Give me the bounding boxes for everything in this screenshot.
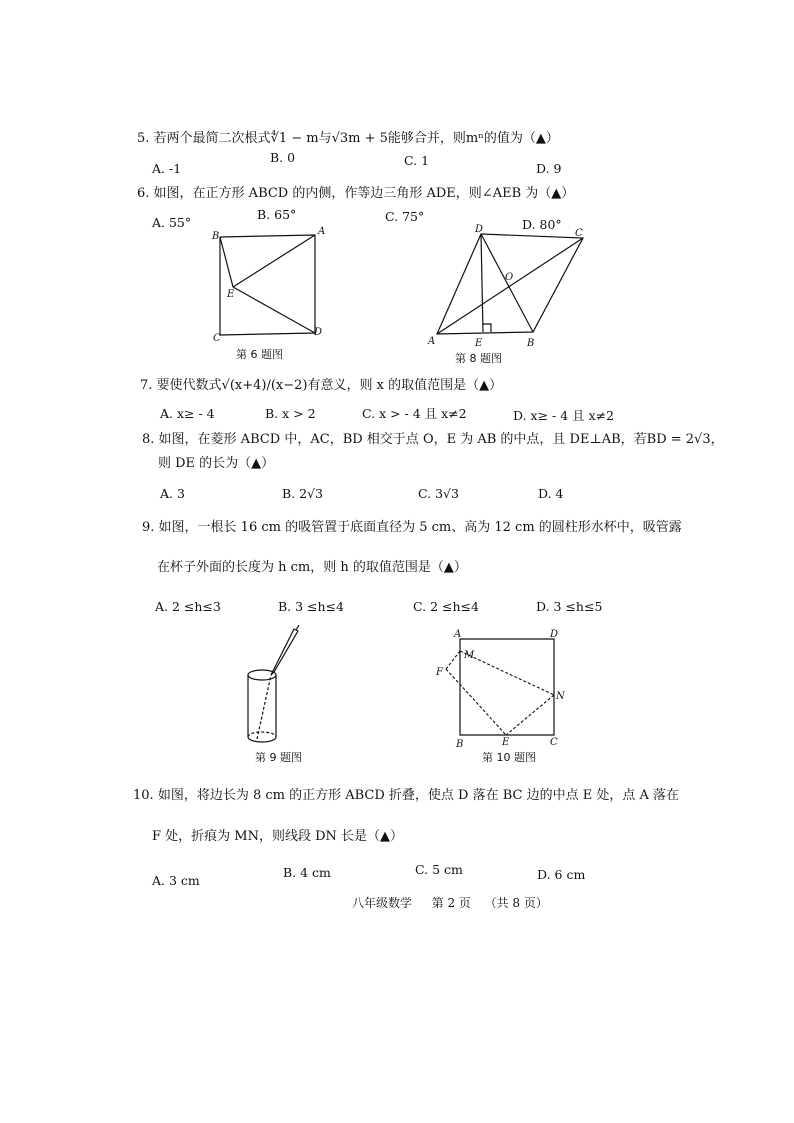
fig6-label-c: C <box>213 333 221 344</box>
q5-option-c: C. 1 <box>404 153 430 168</box>
fig6-label-a: A <box>318 226 326 237</box>
q10-option-b: B. 4 cm <box>283 865 331 880</box>
figure-6 <box>205 225 340 350</box>
fig6-label-b: B <box>212 231 220 242</box>
fig10-label-n: N <box>556 691 565 702</box>
figure-9 <box>240 625 310 747</box>
fig10-label-a: A <box>454 629 462 640</box>
page-footer <box>352 896 548 910</box>
q8-option-d: D. 4 <box>538 486 564 501</box>
q9-option-b: B. 3 ≤h≤4 <box>278 599 345 614</box>
q10-option-d: D. 6 cm <box>537 867 586 882</box>
fig8-label-d: D <box>475 224 484 235</box>
fig10-label-e: E <box>502 737 510 748</box>
question-9-stem: 9. 如图，一根长 16 cm 的吸管置于底面直径为 5 cm、高为 12 cm 的圆柱形水杯中，吸管露 <box>142 520 682 535</box>
figure-10 <box>430 625 565 750</box>
fig10-label-m: M <box>464 650 475 661</box>
fig10-label-f: F <box>436 667 443 678</box>
figure-8 <box>425 222 595 350</box>
q7-option-b: B. x > 2 <box>265 406 316 421</box>
question-10-stem-line2: F 处，折痕为 MN，则线段 DN 长是（▲） <box>152 829 404 844</box>
question-5-stem: 5. 若两个最简二次根式∜1 − m与√3m + 5能够合并，则mⁿ的值为（▲） <box>137 131 559 146</box>
q6-option-a: A. 55° <box>152 215 192 230</box>
q5-option-b: B. 0 <box>270 150 296 165</box>
q5-option-a: A. -1 <box>152 161 182 176</box>
footer-subject: 八年级数学 <box>352 896 413 910</box>
figure-9-caption: 第 9 题图 <box>255 751 302 764</box>
q7-option-c: C. x > - 4 且 x≠2 <box>362 406 467 421</box>
question-8-stem-line2: 则 DE 的长为（▲） <box>158 456 275 471</box>
fig10-label-c: C <box>550 737 558 748</box>
question-10-stem: 10. 如图，将边长为 8 cm 的正方形 ABCD 折叠，使点 D 落在 BC 边的中点 E 处，点 A 落在 <box>133 788 680 803</box>
q8-option-b: B. 2√3 <box>282 486 324 501</box>
fig8-label-b: B <box>527 338 535 349</box>
fig8-label-o: O <box>505 272 514 283</box>
q7-option-d: D. x≥ - 4 且 x≠2 <box>513 408 615 423</box>
footer-total: （共 8 页） <box>484 896 548 910</box>
q5-option-d: D. 9 <box>536 161 562 176</box>
fig8-label-c: C <box>575 228 583 239</box>
question-9-stem-line2: 在杯子外面的长度为 h cm，则 h 的取值范围是（▲） <box>157 560 467 575</box>
q6-option-c: C. 75° <box>385 209 425 224</box>
q10-option-c: C. 5 cm <box>415 862 463 877</box>
fig10-label-d: D <box>550 629 559 640</box>
q8-option-c: C. 3√3 <box>418 486 459 501</box>
figure-8-caption: 第 8 题图 <box>455 352 502 365</box>
q9-option-c: C. 2 ≤h≤4 <box>413 599 479 614</box>
q9-option-a: A. 2 ≤h≤3 <box>155 599 221 614</box>
question-8-stem: 8. 如图，在菱形 ABCD 中，AC，BD 相交于点 O，E 为 AB 的中点，且 DE⊥AB，若BD = 2√3， <box>142 432 724 447</box>
fig6-label-e: E <box>227 289 235 300</box>
q7-option-a: A. x≥ - 4 <box>160 406 215 421</box>
q6-option-b: B. 65° <box>257 207 297 222</box>
fig6-label-d: D <box>314 327 323 338</box>
question-6-stem: 6. 如图，在正方形 ABCD 的内侧，作等边三角形 ADE，则∠AEB 为（▲） <box>137 186 575 201</box>
fig8-label-e: E <box>475 338 483 349</box>
q10-option-a: A. 3 cm <box>152 873 200 888</box>
fig8-label-a: A <box>428 336 436 347</box>
figure-6-caption: 第 6 题图 <box>236 348 283 361</box>
figure-10-caption: 第 10 题图 <box>482 751 536 764</box>
footer-page: 第 2 页 <box>431 896 471 910</box>
q6-option-d: D. 80° <box>522 217 562 232</box>
q8-option-a: A. 3 <box>160 486 185 501</box>
fig10-label-b: B <box>456 739 464 750</box>
question-7-stem: 7. 要使代数式√(x+4)/(x−2)有意义，则 x 的取值范围是（▲） <box>140 378 503 393</box>
q9-option-d: D. 3 ≤h≤5 <box>536 599 603 614</box>
